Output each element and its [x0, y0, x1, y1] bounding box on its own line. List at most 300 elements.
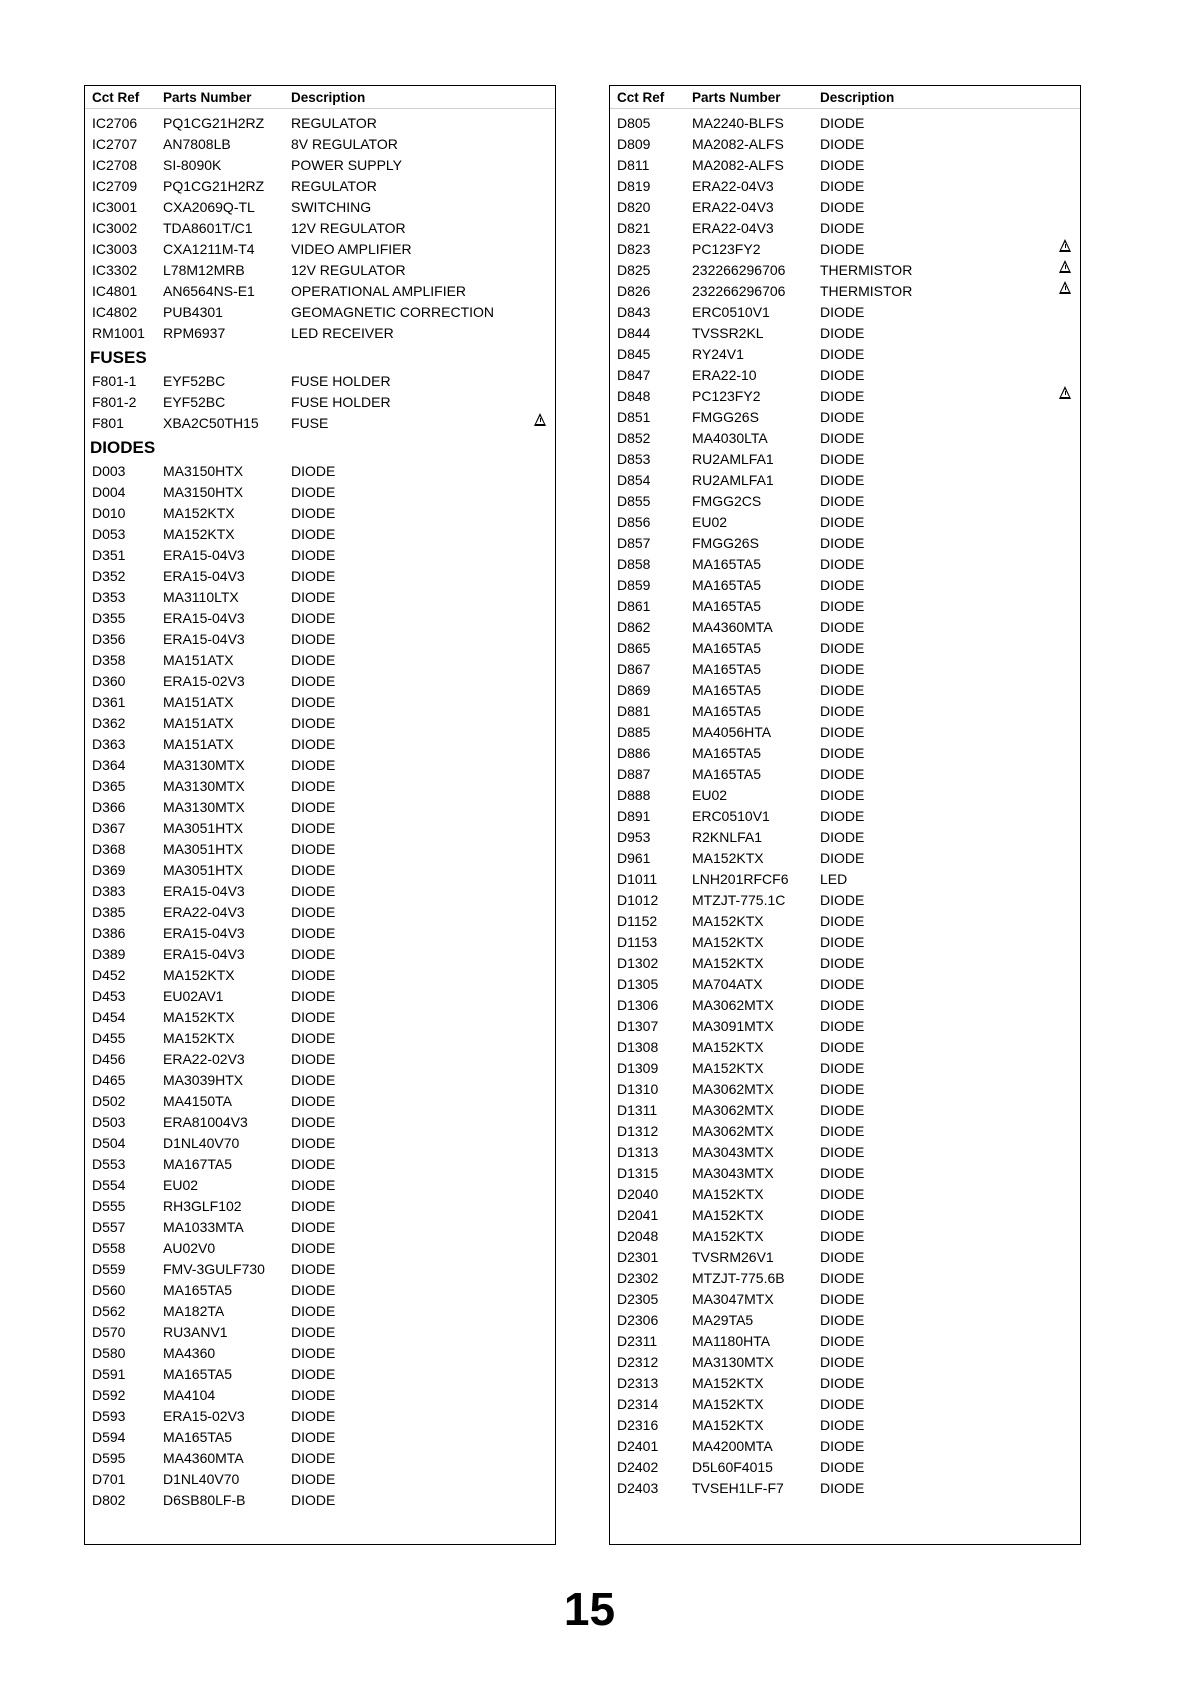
- cell-parts-number: MA152KTX: [163, 505, 235, 521]
- cell-parts-number: MA3130MTX: [163, 799, 245, 815]
- cell-cct-ref: D353: [92, 589, 126, 605]
- cell-cct-ref: D869: [617, 682, 651, 698]
- table-row: [85, 1070, 555, 1091]
- cell-cct-ref: D851: [617, 409, 651, 425]
- cell-parts-number: XBA2C50TH15: [163, 415, 259, 431]
- table-row: [85, 965, 555, 986]
- cell-description: DIODE: [291, 988, 336, 1004]
- cell-description: DIODE: [820, 892, 865, 908]
- cell-cct-ref: D865: [617, 640, 651, 656]
- cell-parts-number: ERA15-04V3: [163, 946, 245, 962]
- table-row: [85, 545, 555, 566]
- cell-parts-number: MA152KTX: [163, 526, 235, 542]
- cell-cct-ref: D888: [617, 787, 651, 803]
- cell-cct-ref: D592: [92, 1387, 126, 1403]
- table-row: [85, 1049, 555, 1070]
- cell-description: DIODE: [820, 766, 865, 782]
- cell-parts-number: MA167TA5: [163, 1156, 232, 1172]
- cell-description: DIODE: [820, 1459, 865, 1475]
- cell-cct-ref: D856: [617, 514, 651, 530]
- cell-cct-ref: D1312: [617, 1123, 659, 1139]
- cell-description: DIODE: [291, 1135, 336, 1151]
- cell-description: DIODE: [291, 715, 336, 731]
- cell-description: DIODE: [291, 1450, 336, 1466]
- table-row: [85, 776, 555, 797]
- table-row: [85, 1154, 555, 1175]
- cell-parts-number: MA152KTX: [692, 1228, 764, 1244]
- cell-cct-ref: D383: [92, 883, 126, 899]
- cell-parts-number: PC123FY2: [692, 241, 761, 257]
- cell-parts-number: MA3051HTX: [163, 820, 244, 836]
- cell-description: DIODE: [820, 1270, 865, 1286]
- cell-parts-number: MA3043MTX: [692, 1144, 774, 1160]
- cell-cct-ref: D559: [92, 1261, 126, 1277]
- table-row: [610, 239, 1080, 260]
- table-header: [85, 86, 555, 109]
- cell-description: DIODE: [291, 568, 336, 584]
- cell-description: DIODE: [820, 157, 865, 173]
- cell-description: DIODE: [820, 724, 865, 740]
- cell-cct-ref: D364: [92, 757, 126, 773]
- cell-parts-number: MA152KTX: [692, 913, 764, 929]
- cell-cct-ref: D503: [92, 1114, 126, 1130]
- table-row: [610, 1268, 1080, 1289]
- cell-cct-ref: IC2709: [92, 178, 138, 194]
- table-row: [85, 1469, 555, 1490]
- cell-description: DIODE: [820, 1207, 865, 1223]
- cell-description: DIODE: [820, 388, 865, 404]
- cell-parts-number: ERC0510V1: [692, 808, 770, 824]
- cell-parts-number: RU2AMLFA1: [692, 472, 774, 488]
- table-row: [85, 1217, 555, 1238]
- cell-cct-ref: D2313: [617, 1375, 659, 1391]
- header-parts-number: Parts Number: [692, 90, 781, 105]
- cell-cct-ref: D358: [92, 652, 126, 668]
- cell-description: DIODE: [820, 1333, 865, 1349]
- cell-description: DIODE: [820, 850, 865, 866]
- table-row: [610, 1331, 1080, 1352]
- table-row: [85, 629, 555, 650]
- cell-parts-number: ERA15-04V3: [163, 883, 245, 899]
- cell-description: DIODE: [291, 778, 336, 794]
- cell-parts-number: MA2082-ALFS: [692, 136, 784, 152]
- cell-parts-number: MA152KTX: [692, 1375, 764, 1391]
- table-row: [85, 113, 555, 134]
- table-row: [85, 413, 555, 434]
- cell-description: DIODE: [820, 325, 865, 341]
- cell-cct-ref: D859: [617, 577, 651, 593]
- table-row: [85, 461, 555, 482]
- cell-description: DIODE: [291, 1429, 336, 1445]
- table-row: [85, 197, 555, 218]
- cell-description: DIODE: [820, 661, 865, 677]
- cell-parts-number: MA152KTX: [163, 1030, 235, 1046]
- cell-parts-number: ERA22-04V3: [692, 178, 774, 194]
- cell-description: DIODE: [820, 472, 865, 488]
- table-row: [610, 1373, 1080, 1394]
- cell-description: DIODE: [291, 673, 336, 689]
- cell-parts-number: ERA22-02V3: [163, 1051, 245, 1067]
- cell-parts-number: MA152KTX: [692, 955, 764, 971]
- cell-parts-number: EU02AV1: [163, 988, 224, 1004]
- table-row: [85, 281, 555, 302]
- cell-cct-ref: D844: [617, 325, 651, 341]
- cell-parts-number: PC123FY2: [692, 388, 761, 404]
- cell-description: DIODE: [291, 1198, 336, 1214]
- cell-parts-number: MA165TA5: [692, 745, 761, 761]
- cell-cct-ref: D465: [92, 1072, 126, 1088]
- table-row: [85, 524, 555, 545]
- cell-parts-number: MA165TA5: [163, 1429, 232, 1445]
- cell-parts-number: MA704ATX: [692, 976, 763, 992]
- table-row: [85, 860, 555, 881]
- cell-parts-number: ERA15-02V3: [163, 673, 245, 689]
- cell-parts-number: D6SB80LF-B: [163, 1492, 246, 1508]
- cell-parts-number: MA151ATX: [163, 652, 234, 668]
- cell-cct-ref: D368: [92, 841, 126, 857]
- cell-description: DIODE: [291, 589, 336, 605]
- table-body: [610, 113, 1080, 1499]
- cell-parts-number: 232266296706: [692, 262, 786, 278]
- cell-description: DIODE: [820, 976, 865, 992]
- cell-cct-ref: D2040: [617, 1186, 659, 1202]
- table-row: [85, 797, 555, 818]
- cell-description: DIODE: [820, 535, 865, 551]
- page-number: 15: [563, 1583, 616, 1635]
- table-row: [85, 986, 555, 1007]
- cell-cct-ref: D453: [92, 988, 126, 1004]
- table-row: [610, 344, 1080, 365]
- cell-parts-number: RU3ANV1: [163, 1324, 228, 1340]
- cell-parts-number: MA4200MTA: [692, 1438, 773, 1454]
- table-row: [610, 428, 1080, 449]
- cell-description: REGULATOR: [291, 178, 377, 194]
- cell-description: LED RECEIVER: [291, 325, 394, 341]
- table-row: [85, 650, 555, 671]
- cell-cct-ref: D594: [92, 1429, 126, 1445]
- cell-parts-number: MA2082-ALFS: [692, 157, 784, 173]
- table-row: [85, 134, 555, 155]
- cell-cct-ref: D852: [617, 430, 651, 446]
- cell-cct-ref: D1308: [617, 1039, 659, 1055]
- table-row: [85, 1280, 555, 1301]
- cell-description: DIODE: [820, 682, 865, 698]
- cell-description: DIODE: [820, 808, 865, 824]
- table-row: [85, 1259, 555, 1280]
- cell-parts-number: MA4150TA: [163, 1093, 232, 1109]
- cell-cct-ref: D1302: [617, 955, 659, 971]
- table-row: [610, 260, 1080, 281]
- cell-description: DIODE: [820, 1375, 865, 1391]
- cell-cct-ref: D570: [92, 1324, 126, 1340]
- cell-description: DIODE: [820, 1354, 865, 1370]
- cell-cct-ref: IC3302: [92, 262, 138, 278]
- cell-parts-number: EYF52BC: [163, 373, 226, 389]
- cell-parts-number: TVSRM26V1: [692, 1249, 774, 1265]
- cell-parts-number: MA182TA: [163, 1303, 225, 1319]
- cell-parts-number: RH3GLF102: [163, 1198, 242, 1214]
- cell-description: SWITCHING: [291, 199, 372, 215]
- cell-cct-ref: D010: [92, 505, 126, 521]
- cell-description: DIODE: [820, 598, 865, 614]
- table-row: [610, 596, 1080, 617]
- table-row: [610, 785, 1080, 806]
- table-row: [85, 1322, 555, 1343]
- table-row: [610, 323, 1080, 344]
- cell-parts-number: TVSSR2KL: [692, 325, 764, 341]
- cell-cct-ref: D555: [92, 1198, 126, 1214]
- cell-parts-number: D1NL40V70: [163, 1135, 240, 1151]
- cell-parts-number: TVSEH1LF-F7: [692, 1480, 784, 1496]
- table-row: [85, 839, 555, 860]
- cell-cct-ref: D887: [617, 766, 651, 782]
- cell-cct-ref: D352: [92, 568, 126, 584]
- cell-cct-ref: D1305: [617, 976, 659, 992]
- table-row: [85, 1406, 555, 1427]
- table-row: [85, 371, 555, 392]
- table-row: [610, 722, 1080, 743]
- cell-cct-ref: D857: [617, 535, 651, 551]
- cell-description: DIODE: [291, 1408, 336, 1424]
- cell-cct-ref: D891: [617, 808, 651, 824]
- cell-description: DIODE: [291, 1471, 336, 1487]
- table-row: [85, 608, 555, 629]
- cell-cct-ref: D811: [617, 157, 650, 173]
- table-row: [85, 692, 555, 713]
- cell-parts-number: MA165TA5: [692, 703, 761, 719]
- cell-cct-ref: D362: [92, 715, 126, 731]
- cell-cct-ref: IC2706: [92, 115, 138, 131]
- cell-cct-ref: D823: [617, 241, 651, 257]
- cell-description: LED: [820, 871, 848, 887]
- cell-description: DIODE: [291, 799, 336, 815]
- cell-description: DIODE: [291, 1240, 336, 1256]
- cell-cct-ref: D2048: [617, 1228, 659, 1244]
- section-heading: FUSES: [90, 348, 147, 367]
- cell-parts-number: MA4104: [163, 1387, 216, 1403]
- cell-parts-number: AN7808LB: [163, 136, 231, 152]
- table-row: [610, 701, 1080, 722]
- cell-description: DIODE: [291, 1009, 336, 1025]
- cell-cct-ref: D2403: [617, 1480, 659, 1496]
- cell-parts-number: MTZJT-775.6B: [692, 1270, 785, 1286]
- cell-cct-ref: F801-1: [92, 373, 137, 389]
- cell-parts-number: MA152KTX: [692, 850, 764, 866]
- cell-description: DIODE: [820, 955, 865, 971]
- cell-cct-ref: D854: [617, 472, 651, 488]
- cell-cct-ref: D502: [92, 1093, 126, 1109]
- cell-parts-number: ERA15-04V3: [163, 925, 245, 941]
- table-row: [85, 482, 555, 503]
- cell-parts-number: FMGG2CS: [692, 493, 762, 509]
- cell-description: DIODE: [820, 1291, 865, 1307]
- table-row: [610, 1016, 1080, 1037]
- cell-cct-ref: D2306: [617, 1312, 659, 1328]
- cell-cct-ref: D809: [617, 136, 651, 152]
- cell-parts-number: MA152KTX: [692, 934, 764, 950]
- safety-warning-icon: [534, 413, 546, 426]
- cell-cct-ref: F801-2: [92, 394, 137, 410]
- table-row: [85, 755, 555, 776]
- table-row: [610, 827, 1080, 848]
- table-row: [610, 554, 1080, 575]
- cell-description: DIODE: [291, 547, 336, 563]
- cell-description: DIODE: [820, 787, 865, 803]
- cell-description: DIODE: [291, 1345, 336, 1361]
- table-row: [610, 1457, 1080, 1478]
- cell-cct-ref: D843: [617, 304, 651, 320]
- table-row: [85, 1343, 555, 1364]
- cell-description: DIODE: [291, 1177, 336, 1193]
- cell-description: DIODE: [291, 757, 336, 773]
- cell-description: DIODE: [291, 631, 336, 647]
- cell-cct-ref: D867: [617, 661, 651, 677]
- cell-parts-number: MA151ATX: [163, 694, 234, 710]
- cell-parts-number: MA3039HTX: [163, 1072, 244, 1088]
- table-row: [85, 1385, 555, 1406]
- cell-cct-ref: D2311: [617, 1333, 658, 1349]
- table-row: [85, 1175, 555, 1196]
- cell-parts-number: D5L60F4015: [692, 1459, 773, 1475]
- cell-description: THERMISTOR: [820, 283, 913, 299]
- table-header: [610, 86, 1080, 109]
- cell-parts-number: ERA15-02V3: [163, 1408, 245, 1424]
- table-row: [610, 617, 1080, 638]
- table-row: [85, 587, 555, 608]
- table-row: [85, 1196, 555, 1217]
- cell-description: OPERATIONAL AMPLIFIER: [291, 283, 467, 299]
- cell-cct-ref: D454: [92, 1009, 126, 1025]
- cell-cct-ref: D557: [92, 1219, 126, 1235]
- cell-description: DIODE: [820, 178, 865, 194]
- cell-description: DIODE: [291, 1156, 336, 1172]
- table-row: [610, 1121, 1080, 1142]
- table-row: [610, 869, 1080, 890]
- cell-cct-ref: D456: [92, 1051, 126, 1067]
- cell-parts-number: 232266296706: [692, 283, 786, 299]
- cell-description: DIODE: [820, 1144, 865, 1160]
- table-row: [610, 1079, 1080, 1100]
- cell-parts-number: ERA81004V3: [163, 1114, 248, 1130]
- cell-parts-number: AU02V0: [163, 1240, 216, 1256]
- table-row: [85, 392, 555, 413]
- cell-parts-number: MA3062MTX: [692, 997, 774, 1013]
- cell-description: DIODE: [820, 430, 865, 446]
- table-row: [85, 1301, 555, 1322]
- cell-description: DIODE: [820, 1480, 865, 1496]
- cell-parts-number: MA3091MTX: [692, 1018, 774, 1034]
- table-row: [610, 365, 1080, 386]
- cell-parts-number: PQ1CG21H2RZ: [163, 178, 265, 194]
- cell-description: VIDEO AMPLIFIER: [291, 241, 412, 257]
- cell-cct-ref: D701: [92, 1471, 126, 1487]
- cell-cct-ref: IC4802: [92, 304, 138, 320]
- table-row: [610, 848, 1080, 869]
- cell-parts-number: ERA15-04V3: [163, 631, 245, 647]
- cell-cct-ref: D819: [617, 178, 651, 194]
- cell-description: DIODE: [291, 1261, 336, 1277]
- cell-parts-number: EU02: [692, 787, 728, 803]
- table-row: [85, 218, 555, 239]
- table-row: [85, 1091, 555, 1112]
- cell-cct-ref: D2401: [617, 1438, 659, 1454]
- cell-description: DIODE: [820, 514, 865, 530]
- table-row: [610, 470, 1080, 491]
- cell-description: DIODE: [291, 862, 336, 878]
- cell-parts-number: PQ1CG21H2RZ: [163, 115, 265, 131]
- cell-parts-number: MA3130MTX: [692, 1354, 774, 1370]
- cell-cct-ref: D554: [92, 1177, 126, 1193]
- cell-cct-ref: D881: [617, 703, 651, 719]
- table-row: [610, 680, 1080, 701]
- cell-cct-ref: D2314: [617, 1396, 659, 1412]
- parts-table-left: [84, 85, 556, 1545]
- cell-parts-number: MTZJT-775.1C: [692, 892, 786, 908]
- cell-description: DIODE: [291, 610, 336, 626]
- cell-cct-ref: D802: [92, 1492, 126, 1508]
- table-row: [85, 1028, 555, 1049]
- table-row: [85, 1364, 555, 1385]
- cell-cct-ref: D452: [92, 967, 126, 983]
- cell-parts-number: MA3051HTX: [163, 862, 244, 878]
- cell-parts-number: MA29TA5: [692, 1312, 754, 1328]
- cell-cct-ref: D886: [617, 745, 651, 761]
- table-row: [85, 1007, 555, 1028]
- cell-cct-ref: IC2707: [92, 136, 138, 152]
- cell-cct-ref: D858: [617, 556, 651, 572]
- cell-description: DIODE: [291, 1387, 336, 1403]
- cell-description: GEOMAGNETIC CORRECTION: [291, 304, 495, 320]
- cell-description: DIODE: [820, 829, 865, 845]
- cell-cct-ref: D821: [617, 220, 651, 236]
- cell-description: DIODE: [291, 1051, 336, 1067]
- cell-cct-ref: D361: [92, 694, 126, 710]
- cell-parts-number: MA152KTX: [692, 1039, 764, 1055]
- cell-description: DIODE: [291, 1303, 336, 1319]
- cell-description: DIODE: [291, 841, 336, 857]
- cell-cct-ref: D1311: [617, 1102, 658, 1118]
- safety-warning-icon: [1059, 281, 1071, 294]
- cell-cct-ref: D820: [617, 199, 651, 215]
- cell-cct-ref: IC3002: [92, 220, 138, 236]
- cell-description: DIODE: [820, 1438, 865, 1454]
- cell-cct-ref: D595: [92, 1450, 126, 1466]
- cell-cct-ref: D1011: [617, 871, 658, 887]
- cell-parts-number: MA152KTX: [163, 1009, 235, 1025]
- cell-cct-ref: IC2708: [92, 157, 138, 173]
- cell-description: 12V REGULATOR: [291, 220, 406, 236]
- cell-cct-ref: D2312: [617, 1354, 659, 1370]
- cell-description: DIODE: [820, 640, 865, 656]
- table-row: [85, 155, 555, 176]
- cell-parts-number: AN6564NS-E1: [163, 283, 255, 299]
- cell-description: DIODE: [291, 925, 336, 941]
- cell-cct-ref: D961: [617, 850, 651, 866]
- cell-description: FUSE: [291, 415, 329, 431]
- cell-description: DIODE: [820, 913, 865, 929]
- cell-parts-number: MA165TA5: [692, 766, 761, 782]
- cell-description: DIODE: [820, 745, 865, 761]
- header-cct-ref: Cct Ref: [617, 90, 665, 105]
- cell-cct-ref: D560: [92, 1282, 126, 1298]
- cell-parts-number: TDA8601T/C1: [163, 220, 253, 236]
- safety-warning-icon: [1059, 239, 1071, 252]
- cell-parts-number: RPM6937: [163, 325, 226, 341]
- table-row: [610, 533, 1080, 554]
- cell-parts-number: ERC0510V1: [692, 304, 770, 320]
- cell-description: DIODE: [820, 1417, 865, 1433]
- cell-description: DIODE: [820, 997, 865, 1013]
